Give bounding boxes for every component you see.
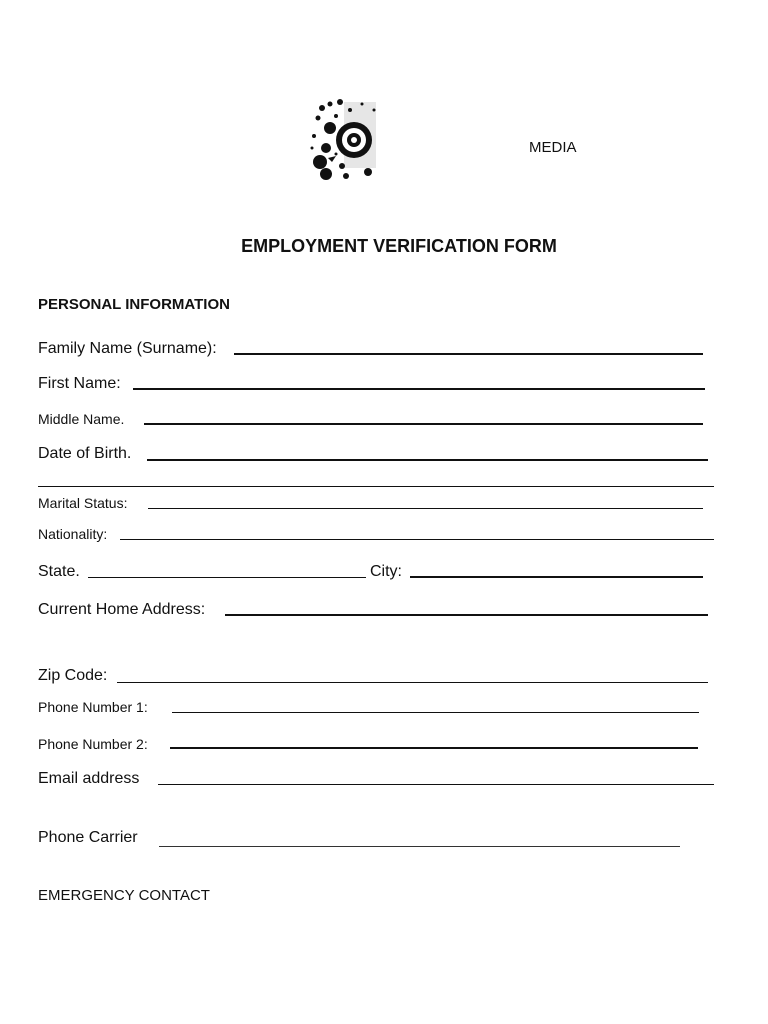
company-logo xyxy=(306,96,380,184)
marital-status-label: Marital Status: xyxy=(38,495,128,511)
phone2-field[interactable] xyxy=(170,747,698,749)
phone2-label: Phone Number 2: xyxy=(38,736,148,752)
first-name-label: First Name: xyxy=(38,375,121,392)
email-label: Email address xyxy=(38,770,140,787)
family-name-field[interactable] xyxy=(234,353,703,355)
family-name-label: Family Name (Surname): xyxy=(38,340,217,357)
address-label: Current Home Address: xyxy=(38,601,206,618)
middle-name-field[interactable] xyxy=(144,423,703,425)
zip-code-label: Zip Code: xyxy=(38,667,108,684)
section-heading-personal: PERSONAL INFORMATION xyxy=(38,296,230,313)
city-label: City: xyxy=(370,563,402,580)
nationality-field[interactable] xyxy=(120,539,714,540)
address-field[interactable] xyxy=(225,614,708,616)
city-field[interactable] xyxy=(410,576,703,578)
middle-name-label: Middle Name. xyxy=(38,411,125,427)
first-name-field[interactable] xyxy=(133,388,705,390)
email-field[interactable] xyxy=(158,784,714,785)
separator-line xyxy=(38,486,714,487)
zip-code-field[interactable] xyxy=(117,682,708,683)
nationality-label: Nationality: xyxy=(38,526,108,542)
dob-field[interactable] xyxy=(147,459,708,461)
marital-status-field[interactable] xyxy=(148,508,703,509)
section-heading-emergency: EMERGENCY CONTACT xyxy=(38,887,210,904)
phone-carrier-field[interactable] xyxy=(159,846,680,847)
phone-carrier-label: Phone Carrier xyxy=(38,829,138,846)
brand-name: MEDIA xyxy=(529,139,577,156)
form-title: EMPLOYMENT VERIFICATION FORM xyxy=(241,236,557,256)
state-field[interactable] xyxy=(88,577,366,578)
state-label: State. xyxy=(38,563,80,580)
phone1-label: Phone Number 1: xyxy=(38,699,148,715)
dob-label: Date of Birth. xyxy=(38,445,132,462)
phone1-field[interactable] xyxy=(172,712,699,713)
